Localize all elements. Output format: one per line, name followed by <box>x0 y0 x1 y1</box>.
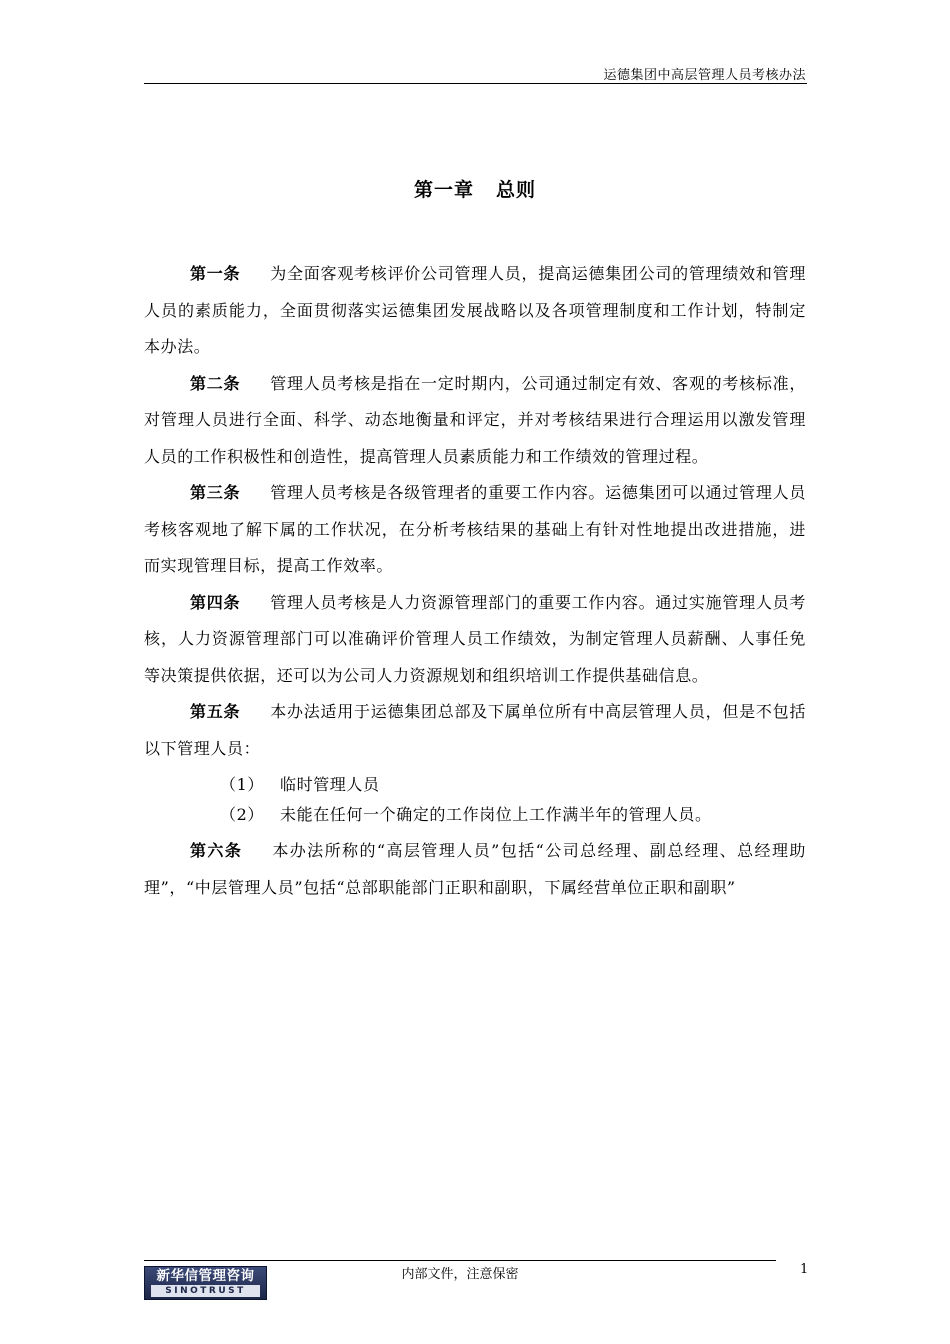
list-item-text: 未能在任何一个确定的工作岗位上工作满半年的管理人员。 <box>280 805 712 824</box>
footer-confidential-note: 内部文件，注意保密 <box>401 1267 519 1282</box>
article-text: 管理人员考核是人力资源管理部门的重要工作内容。通过实施管理人员考核，人力资源管理部门可以准确评价管理人员工作绩效，为制定管理人员薪酬、人事任免等决策提供依据，还可以为公司人力资源规划和组织培训工作提供基础信息。 <box>144 592 806 685</box>
article-label: 第二条 <box>190 373 241 393</box>
logo-name-cn: 新华信管理咨询 <box>156 1268 255 1284</box>
chapter-number: 第一章 <box>413 179 474 201</box>
document-header-title: 运德集团中高层管理人员考核办法 <box>603 68 806 83</box>
list-item <box>144 770 806 800</box>
footer-divider <box>144 1260 776 1261</box>
article-text: 管理人员考核是各级管理者的重要工作内容。运德集团可以通过管理人员考核客观地了解下属的工作状况，在分析考核结果的基础上有针对性地提出改进措施，进而实现管理目标，提高工作效率。 <box>144 483 806 575</box>
article-label: 第四条 <box>190 592 241 612</box>
article-text: 本办法适用于运德集团总部及下属单位所有中高层管理人员，但是不包括以下管理人员： <box>144 702 806 758</box>
logo-name-en: SINOTRUST <box>151 1285 260 1297</box>
company-logo <box>144 1266 267 1300</box>
article-3 <box>144 475 806 585</box>
exclusion-list <box>144 767 806 833</box>
list-item-number: （2） <box>220 805 264 824</box>
list-item <box>144 800 806 830</box>
document-body <box>144 256 806 906</box>
list-item-number: （1） <box>220 775 264 794</box>
article-2 <box>144 366 806 476</box>
header-divider <box>144 83 807 84</box>
article-label: 第一条 <box>190 264 241 283</box>
page-number: 1 <box>800 1262 809 1277</box>
article-4 <box>144 585 806 695</box>
list-item-text: 临时管理人员 <box>280 775 380 794</box>
article-label: 第六条 <box>190 841 243 860</box>
article-1 <box>144 256 806 366</box>
article-6 <box>144 833 806 906</box>
article-5 <box>144 694 806 767</box>
chapter-title: 总则 <box>496 179 537 201</box>
article-text: 本办法所称的“高层管理人员”包括“公司总经理、副总经理、总经理助理”，“中层管理人员”包括“总部职能部门正职和副职，下属经营单位正职和副职” <box>144 841 806 897</box>
article-text: 为全面客观考核评价公司管理人员，提高运德集团公司的管理绩效和管理人员的素质能力，全面贯彻落实运德集团发展战略以及各项管理制度和工作计划，特制定本办法。 <box>144 264 806 356</box>
article-label: 第三条 <box>190 483 241 502</box>
chapter-heading <box>0 175 950 202</box>
article-label: 第五条 <box>190 702 241 721</box>
article-text: 管理人员考核是指在一定时期内，公司通过制定有效、客观的考核标准，对管理人员进行全面、科学、动态地衡量和评定，并对考核结果进行合理运用以激发管理人员的工作积极性和创造性，提高管理人员素质能力和工作绩效的管理过程。 <box>144 373 806 466</box>
